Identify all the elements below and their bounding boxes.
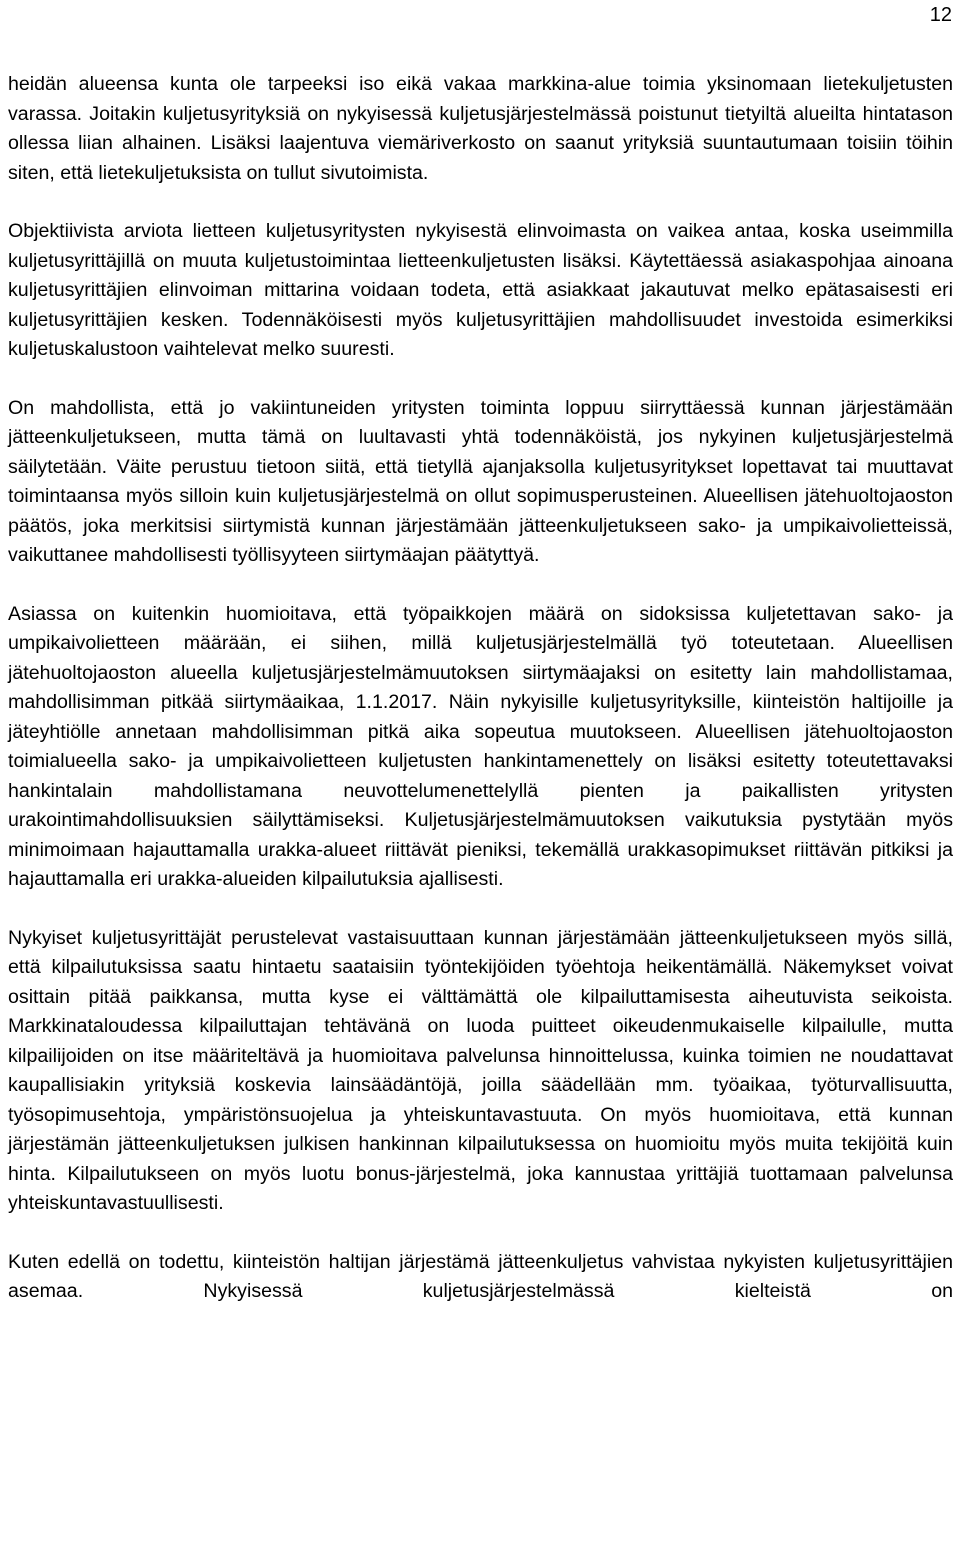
- paragraph-6: Kuten edellä on todettu, kiinteistön haltijan järjestämä jätteenkuljetus vahvistaa nykyisten kuljetusyrittäjien asemaa. Nykyisessä kuljetusjärjestelmässä kielteistä on: [8, 1250, 953, 1302]
- page-number: 12: [929, 4, 952, 26]
- paragraph-2: Objektiivista arviota lietteen kuljetusyritysten nykyisestä elinvoimasta on vaikea antaa, koska useimmilla kuljetusyrittäjillä on muuta kuljetustoimintaa lietteenkuljetusten lisäksi. Käytettäessä asiakaspohjaa ainoana kuljetusyrittäjien elinvoiman mittarina voidaan todeta, että asiakkaat jakautuvat melko epätasaisesti eri kuljetusyrittäjien kesken. Todennäköisesti myös kuljetusyrittäjien mahdollisuudet investoida esimerkiksi kuljetuskalustoon vaihtelevat melko suuresti.: [8, 220, 953, 360]
- paragraph-5: Nykyiset kuljetusyrittäjät perustelevat vastaisuuttaan kunnan järjestämään jätteenkuljetukseen myös sillä, että kilpailutuksissa saatu hintaetu saataisiin työntekijöiden työehtoja heikentämällä. Näkemykset voivat osittain pitää paikkansa, mutta kyse ei välttämättä ole kilpailuttamisesta aiheutuvista seikoista. Markkinataloudessa kilpailuttajan tehtävänä on luoda puitteet oikeudenmukaiselle kilpailulle, mutta kilpailijoiden on itse määriteltävä ja huomioitava palvelunsa hinnoittelussa, kuinka toimien ne noudattavat kaupallisiakin yrityksiä koskevia lainsäädäntöjä, joilla säädellään mm. työaikaa, työturvallisuutta, työsopimusehtoja, ympäristönsuojelua ja yhteiskuntavastuuta. On myös huomioitava, että kunnan järjestämän jätteenkuljetuksen julkisen hankinnan kilpailutuksessa on huomioitu myös muita tekijöitä kuin hinta. Kilpailutukseen on myös luotu bonus-järjestelmä, joka kannustaa yrittäjiä tuottamaan palvelunsa yhteiskuntavastuullisesti.: [8, 926, 953, 1214]
- paragraph-4: Asiassa on kuitenkin huomioitava, että työpaikkojen määrä on sidoksissa kuljetettavan sako- ja umpikaivolietteen määrään, ei siihen, millä kuljetusjärjestelmällä työ toteutetaan. Alueellisen jätehuoltojaoston alueella kuljetusjärjestelmämuutoksen siirtymäajaksi on esitetty lain mahdollistamaa, mahdollisimman pitkää siirtymäaikaa, 1.1.2017. Näin nykyisille kuljetusyrityksille, kiinteistön haltijoille ja jäteyhtiölle annetaan mahdollisimman pitkä aika sopeutua muutokseen. Alueellisen jätehuoltojaoston toimialueella sako- ja umpikaivolietteen kuljetusten hankintamenettely on lisäksi esitetty toteutettavaksi hankintalain mahdollistamana neuvottelumenettelyllä pienten ja paikallisten yritysten urakointimahdollisuuksien säilyttämiseksi. Kuljetusjärjestelmämuutoksen vaikutuksia pystytään myös minimoimaan hajauttamalla urakka-alueet riittävät pieniksi, tekemällä urakkasopimukset riittävän pitkiksi ja hajauttamalla eri urakka-alueiden kilpailutuksia ajallisesti.: [8, 602, 953, 890]
- body-text: [8, 70, 953, 1307]
- paragraph-1: heidän alueensa kunta ole tarpeeksi iso eikä vakaa markkina-alue toimia yksinomaan lietekuljetusten varassa. Joitakin kuljetusyrityksiä on nykyisessä kuljetusjärjestelmässä poistunut tietyiltä alueilta hintatason ollessa liian alhainen. Lisäksi laajentuva viemäriverkosto on saanut yrityksiä suuntautumaan toisiin töihin siten, että lietekuljetuksista on tullut sivutoimista.: [8, 73, 953, 184]
- paragraph-3: On mahdollista, että jo vakiintuneiden yritysten toiminta loppuu siirryttäessä kunnan järjestämään jätteenkuljetukseen, mutta tämä on luultavasti yhtä todennäköistä, jos nykyinen kuljetusjärjestelmä säilytetään. Väite perustuu tietoon siitä, että tietyllä ajanjaksolla kuljetusyritykset lopettavat tai muuttavat toimintaansa myös silloin kuin kuljetusjärjestelmä on ollut sopimusperusteinen. Alueellisen jätehuoltojaoston päätös, joka merkitsisi siirtymistä kunnan järjestämään jätteenkuljetukseen sako- ja umpikaivolietteissä, vaikuttanee mahdollisesti työllisyyteen siirtymäajan päätyttyä.: [8, 396, 953, 566]
